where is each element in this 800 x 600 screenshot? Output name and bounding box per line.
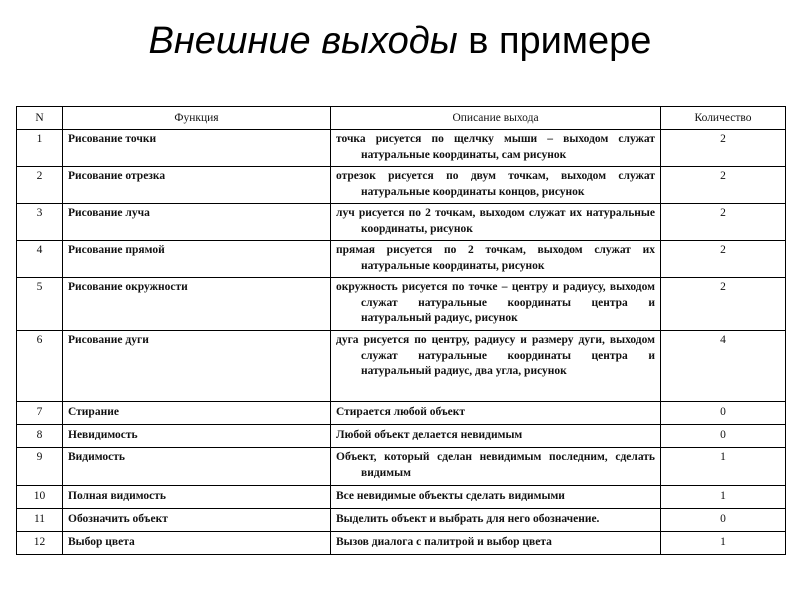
row-count: 4 — [661, 331, 786, 402]
row-num: 3 — [17, 204, 63, 241]
table-row — [17, 204, 786, 241]
row-num: 10 — [17, 486, 63, 509]
table-row — [17, 425, 786, 448]
row-num: 5 — [17, 278, 63, 331]
row-description-text: Объект, который сделан невидимым последним, сделать видимым — [336, 451, 655, 479]
row-num: 7 — [17, 402, 63, 425]
header-num: N — [17, 107, 63, 130]
row-function: Рисование окружности — [63, 278, 331, 331]
row-function: Рисование дуги — [63, 331, 331, 402]
row-description — [331, 278, 661, 331]
table-row — [17, 167, 786, 204]
row-description — [331, 130, 661, 167]
row-function: Полная видимость — [63, 486, 331, 509]
table-row — [17, 486, 786, 509]
row-count: 0 — [661, 425, 786, 448]
row-description-text: Все невидимые объекты сделать видимыми — [336, 490, 565, 503]
row-description — [331, 486, 661, 509]
row-description-text: точка рисуется по щелчку мыши – выходом служат натуральные координаты, сам рисунок — [336, 133, 655, 161]
row-num: 6 — [17, 331, 63, 402]
row-description-text: луч рисуется по 2 точкам, выходом служат их натуральные координаты, рисунок — [336, 207, 655, 235]
table-row — [17, 509, 786, 532]
title-regular-part: в примере — [457, 20, 652, 62]
row-description-text: Любой объект делается невидимым — [336, 429, 523, 442]
row-count: 2 — [661, 204, 786, 241]
table-row — [17, 532, 786, 555]
table-row — [17, 241, 786, 278]
row-function: Стирание — [63, 402, 331, 425]
header-description: Описание выхода — [331, 107, 661, 130]
row-function: Рисование точки — [63, 130, 331, 167]
outputs-table — [16, 106, 786, 555]
row-description — [331, 167, 661, 204]
table-row — [17, 278, 786, 331]
row-function: Невидимость — [63, 425, 331, 448]
table-row — [17, 331, 786, 402]
header-count: Количество — [661, 107, 786, 130]
row-description — [331, 331, 661, 402]
table-row — [17, 402, 786, 425]
row-description-text: Вызов диалога с палитрой и выбор цвета — [336, 536, 552, 549]
row-description-text: Стирается любой объект — [336, 406, 466, 419]
table-row — [17, 448, 786, 486]
row-description — [331, 509, 661, 532]
row-num: 9 — [17, 448, 63, 486]
row-function: Обозначить объект — [63, 509, 331, 532]
row-description-text: Выделить объект и выбрать для него обозначение. — [336, 513, 600, 526]
row-count: 2 — [661, 130, 786, 167]
row-count: 0 — [661, 509, 786, 532]
row-description — [331, 241, 661, 278]
table-row — [17, 130, 786, 167]
row-count: 1 — [661, 486, 786, 509]
row-function: Рисование отрезка — [63, 167, 331, 204]
row-num: 2 — [17, 167, 63, 204]
row-description-text: дуга рисуется по центру, радиусу и размеру дуги, выходом служат натуральные координаты центра и натуральный радиус, два угла, рисунок — [336, 334, 655, 377]
title-italic-part: Внешние выходы — [148, 20, 458, 62]
row-description-text: прямая рисуется по 2 точкам, выходом служат их натуральные координаты, рисунок — [336, 244, 655, 272]
row-num: 8 — [17, 425, 63, 448]
row-function: Выбор цвета — [63, 532, 331, 555]
row-num: 4 — [17, 241, 63, 278]
row-description — [331, 532, 661, 555]
row-count: 2 — [661, 278, 786, 331]
row-description — [331, 204, 661, 241]
row-num: 11 — [17, 509, 63, 532]
table-header-row — [17, 107, 786, 130]
row-count: 0 — [661, 402, 786, 425]
row-description — [331, 448, 661, 486]
row-function: Видимость — [63, 448, 331, 486]
row-count: 1 — [661, 448, 786, 486]
row-count: 1 — [661, 532, 786, 555]
row-description-text: отрезок рисуется по двум точкам, выходом служат натуральные координаты концов, рисунок — [336, 170, 655, 198]
row-count: 2 — [661, 241, 786, 278]
row-description — [331, 425, 661, 448]
row-function: Рисование прямой — [63, 241, 331, 278]
header-function: Функция — [63, 107, 331, 130]
row-count: 2 — [661, 167, 786, 204]
row-num: 12 — [17, 532, 63, 555]
row-description — [331, 402, 661, 425]
row-function: Рисование луча — [63, 204, 331, 241]
slide-title — [0, 20, 800, 63]
row-num: 1 — [17, 130, 63, 167]
row-description-text: окружность рисуется по точке – центру и радиусу, выходом служат натуральные координаты центра и натуральный радиус, рисунок — [336, 281, 655, 324]
